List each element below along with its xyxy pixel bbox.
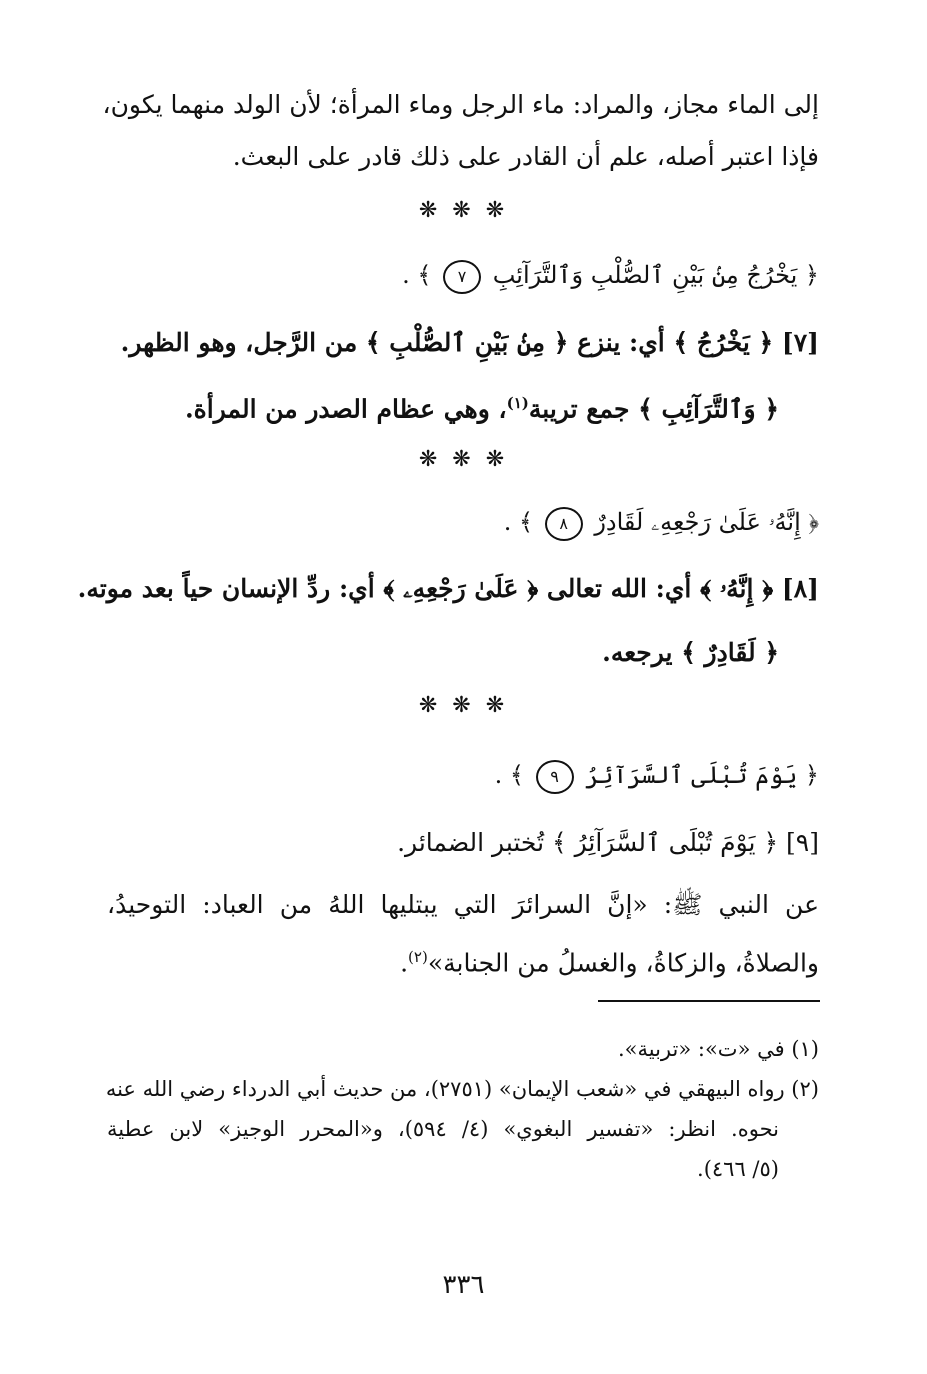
- commentary-8-line-2: ﴿ لَقَادِرٌ ﴾ يرجعه.: [602, 638, 779, 667]
- hadith-line-2-text: والصلاةُ، والزكاةُ، والغسلُ من الجنابة»: [427, 948, 819, 978]
- separator-stars-3: ❋ ❋ ❋: [418, 693, 509, 718]
- commentary-7-line-2: [107, 386, 779, 426]
- verse-8-text: ﴿ إِنَّهُۥ عَلَىٰ رَجْعِهِۦ لَقَادِرٌ: [594, 508, 819, 536]
- verse-9: [107, 758, 819, 794]
- hadith-line-1: عن النبي ﷺ: «إنَّ السرائرَ التي يبتليها اللهُ من العباد: التوحيدُ،: [107, 890, 819, 919]
- commentary-9-line-1: [٩] ﴿ يَوْمَ تُبْلَى ٱلسَّرَآئِرُ ﴾ تُختبر الضمائر.: [397, 828, 819, 857]
- verse-9-number: ٩: [536, 760, 574, 794]
- verse-7-number: ٧: [443, 260, 481, 294]
- footnote-ref-1: (١): [506, 394, 529, 412]
- page-number: ٣٣٦: [442, 1270, 485, 1300]
- separator-stars-1: ❋ ❋ ❋: [418, 198, 509, 223]
- commentary-7-line-1: [٧] ﴿ يَخْرُجُ ﴾ أي: ينزع ﴿ مِنۢ بَيْنِ ٱلصُّلْبِ ﴾ من الرَّجل، وهو الظهر.: [120, 328, 819, 357]
- separator-stars-2: ❋ ❋ ❋: [418, 447, 509, 472]
- paragraph-line-1: إلى الماء مجاز، والمراد: ماء الرجل وماء المرأة؛ لأن الولد منهما يكون،: [102, 90, 819, 119]
- hadith-line-2-tail: .: [400, 948, 409, 978]
- commentary-7-line-2-tail: ، وهي عظام الصدر من المرأة.: [184, 394, 507, 424]
- verse-7-close: ﴾ .: [402, 261, 432, 289]
- footnote-2-line-3: (٥/ ٤٦٦).: [697, 1157, 779, 1181]
- footnote-2-line-1: (٢) رواه البيهقي في «شعب الإيمان» (٢٧٥١)، من حديث أبي الدرداء رضي الله عنه: [105, 1077, 819, 1101]
- verse-8-number: ٨: [545, 507, 583, 541]
- footnote-2-line-2: نحوه. انظر: «تفسير البغوي» (٤/ ٥٩٤)، و«المحرر الوجيز» لابن عطية: [107, 1117, 779, 1141]
- verse-8: [107, 505, 819, 541]
- hadith-line-2: [107, 940, 819, 980]
- commentary-8-line-1: [٨] ﴿ إِنَّهُۥ ﴾ أي: الله تعالى ﴿ عَلَىٰ رَجْعِهِۦ ﴾ أي: ردِّ الإنسان حياً بعد موته.: [77, 574, 819, 603]
- paragraph-line-2: فإذا اعتبر أصله، علم أن القادر على ذلك قادر على البعث.: [232, 142, 819, 171]
- verse-7-text: ﴿ يَخْرُجُ مِنۢ بَيْنِ ٱلصُّلْبِ وَٱلتَّرَآئِبِ: [492, 261, 819, 289]
- verse-8-close: ﴾ .: [503, 508, 534, 536]
- footnote-1: (١) في «ت»: «تربية».: [617, 1037, 819, 1061]
- commentary-7-line-2-text: ﴿ وَٱلتَّرَآئِبِ ﴾ جمع تريبة: [528, 394, 779, 424]
- footnote-ref-2: (٢): [408, 948, 428, 966]
- verse-9-text: ﴿ يَوْمَ تُبْلَى ٱلسَّرَآئِرُ: [585, 761, 819, 789]
- verse-9-close: ﴾ .: [494, 761, 524, 789]
- verse-7: [107, 258, 819, 294]
- footnote-divider: [598, 1000, 820, 1002]
